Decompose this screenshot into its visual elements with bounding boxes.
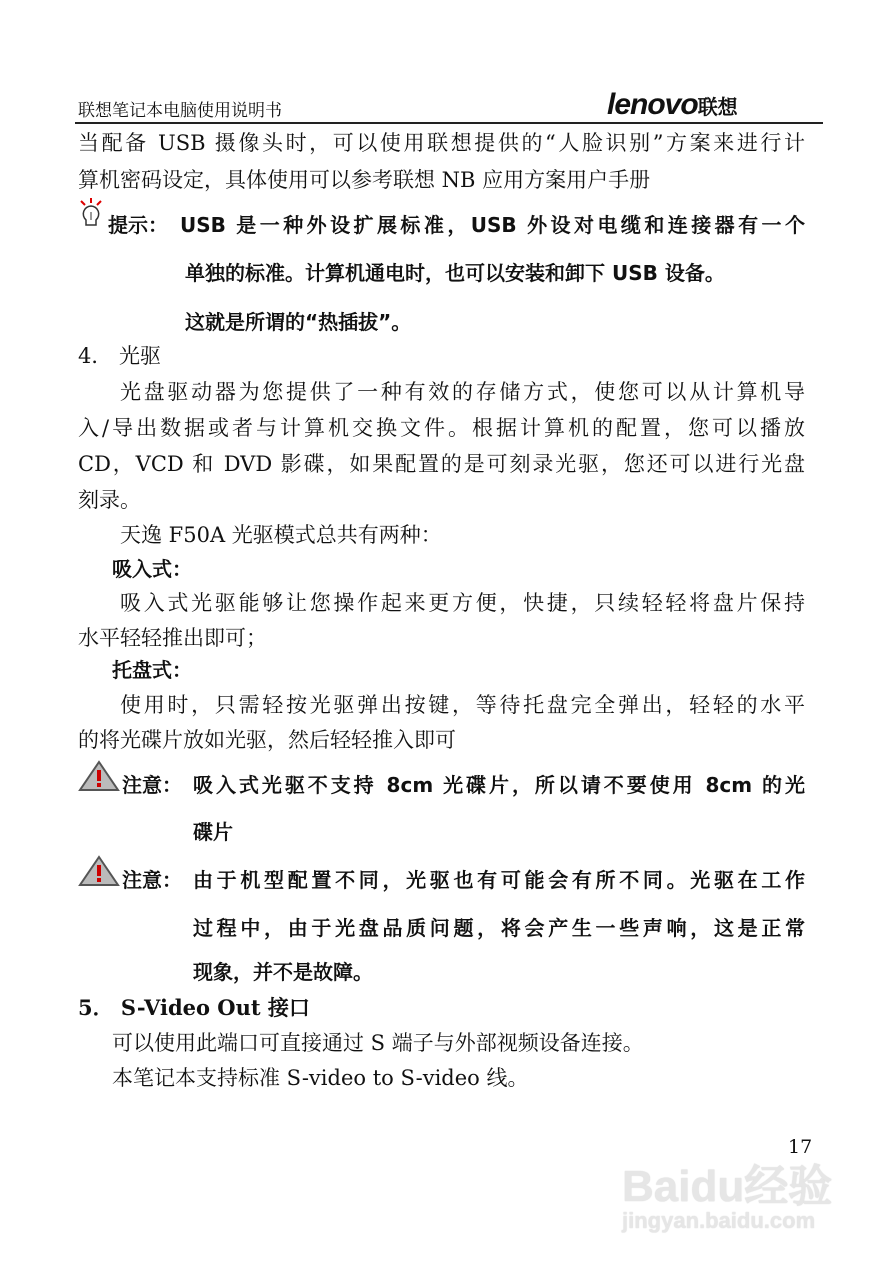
section-5-heading: 5． S-Video Out 接口 — [78, 995, 310, 1020]
mode-title: 托盘式： — [112, 658, 192, 682]
note-line: 由于机型配置不同，光驱也有可能会有所不同。光驱在工作 — [193, 868, 805, 892]
tip-line: 这就是所谓的“热插拔”。 — [185, 310, 412, 334]
note-label: 注意： — [122, 773, 182, 797]
intro-line: 当配备 USB 摄像头时，可以使用联想提供的“人脸识别”方案来进行计 — [78, 131, 805, 155]
modes-intro: 天逸 F50A 光驱模式总共有两种： — [120, 523, 442, 547]
warning-icon — [78, 760, 120, 792]
intro-line: 算机密码设定，具体使用可以参考联想 NB 应用方案用户手册 — [78, 168, 651, 192]
section-5-line: 本笔记本支持标准 S-video to S-video 线。 — [112, 1066, 529, 1090]
note-label: 注意： — [122, 868, 182, 892]
warning-icon — [78, 855, 120, 887]
header-divider — [75, 122, 823, 124]
mode-text: 吸入式光驱能够让您操作起来更方便，快捷，只续轻轻将盘片保持 — [120, 591, 805, 615]
mode-text: 水平轻轻推出即可； — [78, 626, 267, 650]
note-line: 现象，并不是故障。 — [193, 960, 373, 984]
mode-text: 使用时，只需轻按光驱弹出按键，等待托盘完全弹出，轻轻的水平 — [120, 693, 805, 717]
mode-text: 的将光碟片放如光驱，然后轻轻推入即可 — [78, 728, 456, 752]
baidu-watermark: Baidu经验 jingyan.baidu.com — [622, 1162, 833, 1233]
section-5-line: 可以使用此端口可直接通过 S 端子与外部视频设备连接。 — [112, 1031, 644, 1055]
note-line: 碟片 — [193, 820, 233, 844]
note-line: 过程中，由于光盘品质问题，将会产生一些声响，这是正常 — [193, 916, 805, 940]
section-4-heading: 4． 光驱 — [78, 344, 162, 368]
paragraph-line: CD，VCD 和 DVD 影碟，如果配置的是可刻录光驱，您还可以进行光盘 — [78, 452, 805, 476]
tip-line: 单独的标准。计算机通电时，也可以安装和卸下 USB 设备。 — [185, 261, 725, 285]
lenovo-logo: lenovo联想 — [607, 88, 738, 121]
paragraph-line: 入/导出数据或者与计算机交换文件。根据计算机的配置，您可以播放 — [78, 416, 805, 440]
paragraph-line: 刻录。 — [78, 488, 141, 512]
mode-title: 吸入式： — [112, 557, 192, 581]
tip-line: USB 是一种外设扩展标准，USB 外设对电缆和连接器有一个 — [180, 213, 805, 237]
note-line: 吸入式光驱不支持 8cm 光碟片，所以请不要使用 8cm 的光 — [193, 773, 805, 797]
lightbulb-icon — [78, 198, 104, 232]
header-title: 联想笔记本电脑使用说明书 — [78, 101, 282, 121]
paragraph-line: 光盘驱动器为您提供了一种有效的存储方式，使您可以从计算机导 — [120, 380, 805, 404]
page-number: 17 — [788, 1136, 813, 1158]
tip-label: 提示： — [108, 213, 168, 237]
